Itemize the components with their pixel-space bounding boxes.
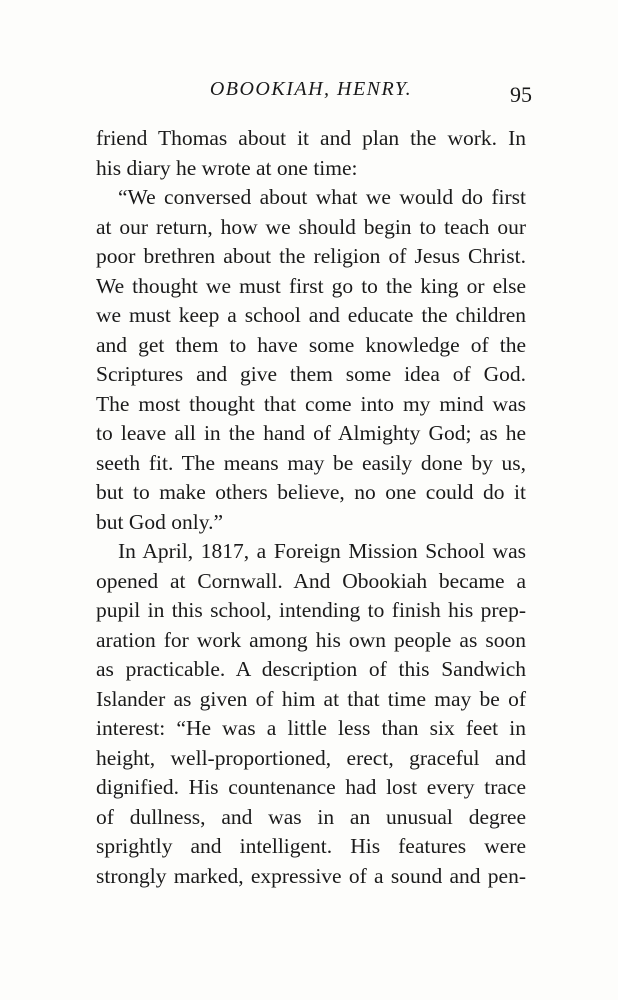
text-line: aration for work among his own people as soon (96, 627, 526, 652)
page-number: 95 (510, 82, 532, 107)
text-line: We thought we must first go to the king or else (96, 273, 526, 298)
text-line: “We conversed about what we would do first (118, 185, 526, 209)
text-line: Scriptures and give them some idea of God. (96, 362, 526, 386)
text-line: pupil in this school, intending to finish his prep- (96, 598, 526, 622)
text-line: we must keep a school and educate the children (96, 303, 526, 327)
text-line: to leave all in the hand of Almighty God; as he (96, 421, 526, 445)
running-head: OBOOKIAH, HENRY. (209, 78, 413, 100)
text-line: poor brethren about the religion of Jesus Christ. (96, 244, 526, 268)
text-line: but to make others believe, no one could do it (96, 480, 526, 504)
text-line: but God only.” (96, 509, 223, 534)
text-line: Islander as given of him at that time may be of (96, 686, 526, 711)
text-line: friend Thomas about it and plan the work. In (96, 126, 526, 150)
text-line: opened at Cornwall. And Obookiah became a (96, 568, 526, 593)
text-line: at our return, how we should begin to teach our (96, 214, 526, 239)
text-line: of dullness, and was in an unusual degree (96, 804, 526, 829)
text-line: as practicable. A description of this Sandwich (96, 657, 526, 681)
text-line: height, well-proportioned, erect, graceful and (96, 745, 526, 770)
text-line: The most thought that come into my mind was (96, 391, 526, 416)
text-line: interest: “He was a little less than six feet in (96, 716, 526, 740)
page-header (96, 78, 532, 108)
text-line: In April, 1817, a Foreign Mission School was (118, 539, 526, 563)
body-text (96, 124, 526, 891)
text-line: and get them to have some knowledge of the (96, 332, 526, 357)
text-line: seeth fit. The means may be easily done by us, (96, 450, 526, 475)
text-line: strongly marked, expressive of a sound and pen- (96, 863, 526, 888)
text-line: his diary he wrote at one time: (96, 155, 358, 180)
text-line: sprightly and intelligent. His features were (96, 834, 526, 858)
text-line: dignified. His countenance had lost every trace (96, 775, 526, 799)
